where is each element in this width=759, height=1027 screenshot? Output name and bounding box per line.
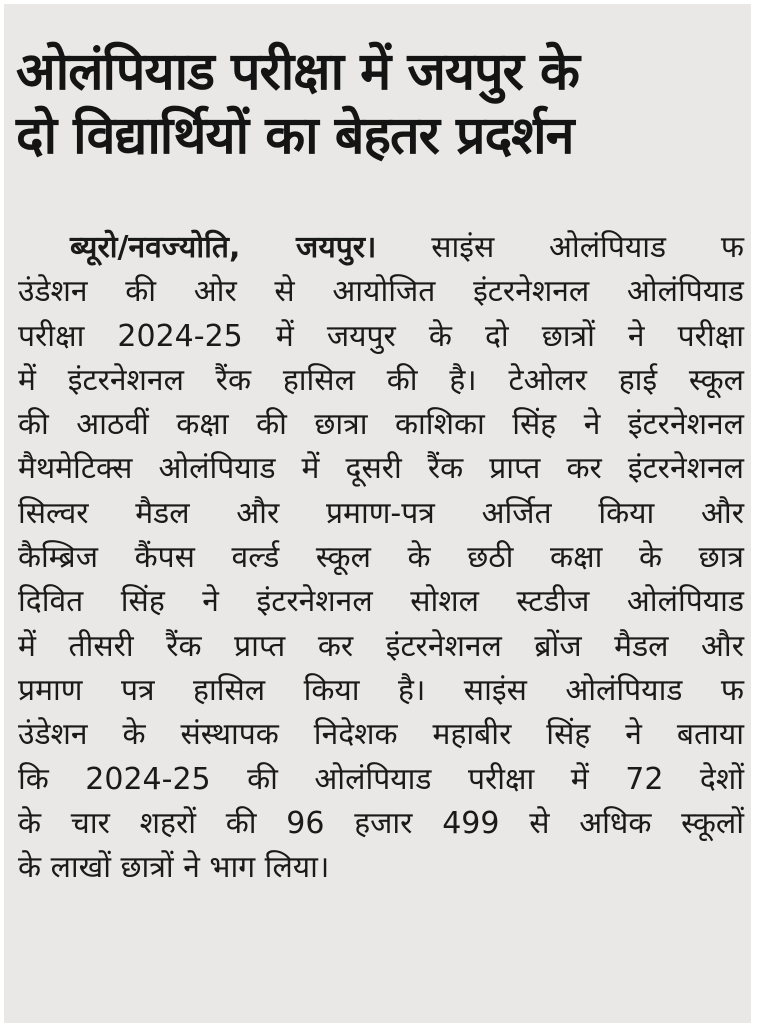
body-line: कि 2024-25 की ओलंपियाड परीक्षा में 72 देशों: [18, 761, 744, 797]
byline: ब्यूरो/नवज्योति, जयपुर।: [70, 230, 377, 265]
body-line: की आठवीं कक्षा की छात्रा काशिका सिंह ने इंटरनेशनल: [18, 407, 744, 443]
article-headline: [16, 40, 746, 168]
body-line: में तीसरी रैंक प्राप्त कर इंटरनेशनल ब्रोंज मैडल और: [18, 628, 744, 664]
body-line: के लाखों छात्रों ने भाग लिया।: [18, 850, 330, 886]
body-line: सिल्वर मैडल और प्रमाण-पत्र अर्जित किया और: [18, 495, 744, 531]
body-line: उंडेशन के संस्थापक निदेशक महाबीर सिंह ने बताया: [18, 717, 744, 753]
body-line: में इंटरनेशनल रैंक हासिल की है। टेओलर हाई स्कूल: [18, 362, 744, 398]
body-line: उंडेशन की ओर से आयोजित इंटरनेशनल ओलंपियाड: [18, 274, 744, 310]
body-line: कैम्ब्रिज कैंपस वर्ल्ड स्कूल के छठी कक्षा के छात्र: [18, 540, 744, 576]
body-line: प्रमाण पत्र हासिल किया है। साइंस ओलंपियाड फ: [18, 672, 744, 708]
headline-line: ओलंपियाड परीक्षा में जयपुर के: [16, 42, 579, 102]
body-line: [18, 226, 744, 270]
body-line-text: साइंस ओलंपियाड फ: [431, 230, 744, 265]
body-line: दिवित सिंह ने इंटरनेशनल सोशल स्टडीज ओलंपियाड: [18, 584, 744, 620]
body-line: परीक्षा 2024-25 में जयपुर के दो छात्रों ने परीक्षा: [18, 318, 744, 354]
body-line: मैथमेटिक्स ओलंपियाड में दूसरी रैंक प्राप्त कर इंटरनेशनल: [18, 451, 744, 487]
headline-line: दो विद्यार्थियों का बेहतर प्रदर्शन: [16, 106, 574, 166]
newspaper-clipping: [4, 4, 751, 1023]
body-line: के चार शहरों की 96 हजार 499 से अधिक स्कूलों: [18, 805, 744, 841]
article-body: [18, 226, 744, 890]
